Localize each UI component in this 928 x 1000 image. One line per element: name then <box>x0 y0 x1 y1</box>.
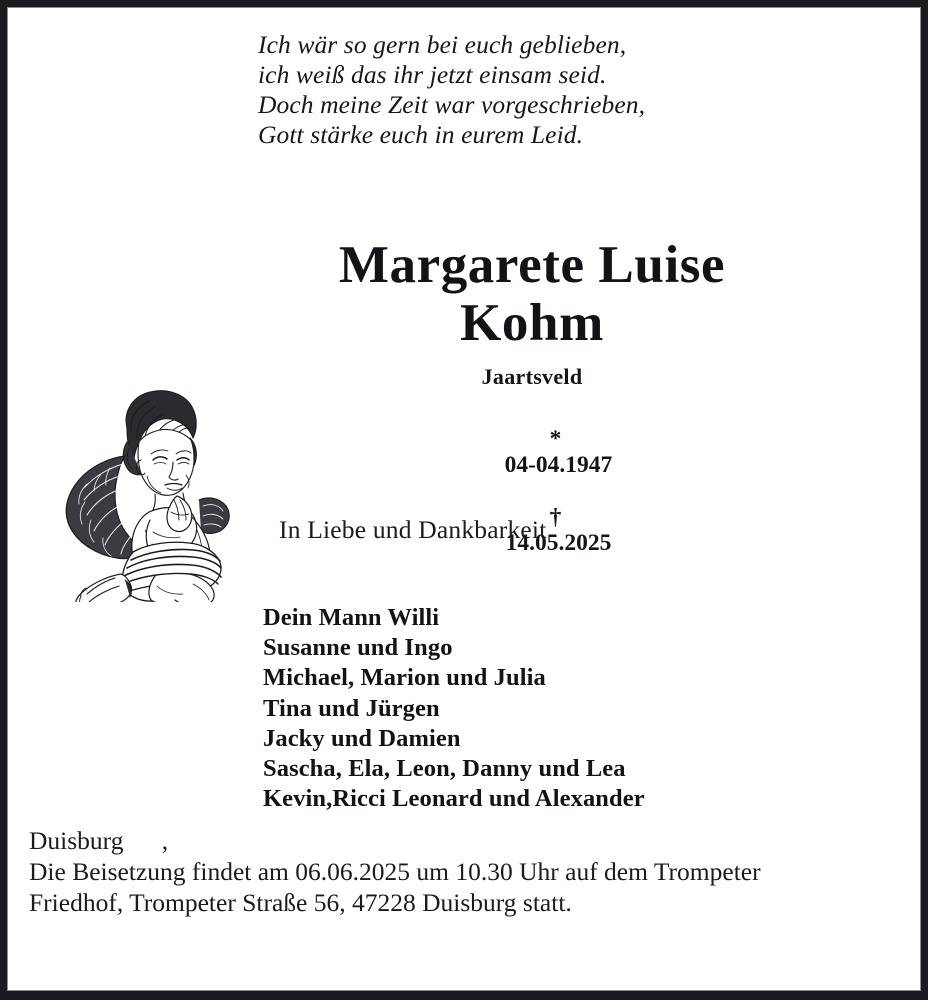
birth-star-icon: * <box>549 426 562 452</box>
memorial-poem <box>258 30 778 150</box>
birth-date: 04-04.1947 <box>504 452 613 478</box>
survivor-line: Jacky und Damien <box>263 724 461 752</box>
poem-line: ich weiß das ihr jetzt einsam seid. <box>258 60 607 89</box>
life-dates <box>256 400 808 582</box>
death-date: 14.05.2025 <box>505 530 612 556</box>
survivor-line: Tina und Jürgen <box>263 694 440 722</box>
funeral-details <box>29 825 899 918</box>
praying-cherub-angel-icon <box>53 380 233 602</box>
dedication-text: In Liebe und Dankbarkeit <box>279 515 547 544</box>
funeral-line: Friedhof, Trompeter Straße 56, 47228 Duisburg statt. <box>29 888 572 917</box>
funeral-line: Die Beisetzung findet am 06.06.2025 um 10.30 Uhr auf dem Trompeter <box>29 857 761 886</box>
survivor-line: Sascha, Ela, Leon, Danny und Lea <box>263 755 626 783</box>
city-line: Duisburg , <box>29 826 169 855</box>
death-notice-card <box>7 7 921 991</box>
survivor-line: Susanne und Ingo <box>263 634 453 662</box>
deceased-maiden-name: Jaartsveld <box>481 364 583 389</box>
survivor-line: Dein Mann Willi <box>263 604 440 631</box>
deceased-name-line-1: Margarete Luise <box>338 236 726 294</box>
survivors-list <box>263 603 645 814</box>
poem-line: Ich wär so gern bei euch geblieben, <box>258 30 627 59</box>
survivor-line: Kevin,Ricci Leonard und Alexander <box>263 785 645 813</box>
poem-line: Gott stärke euch in eurem Leid. <box>258 120 584 149</box>
deceased-name-line-2: Kohm <box>460 294 604 352</box>
survivor-line: Michael, Marion und Julia <box>263 664 546 692</box>
death-cross-icon: † <box>549 504 562 530</box>
poem-line: Doch meine Zeit war vorgeschrieben, <box>258 90 646 119</box>
